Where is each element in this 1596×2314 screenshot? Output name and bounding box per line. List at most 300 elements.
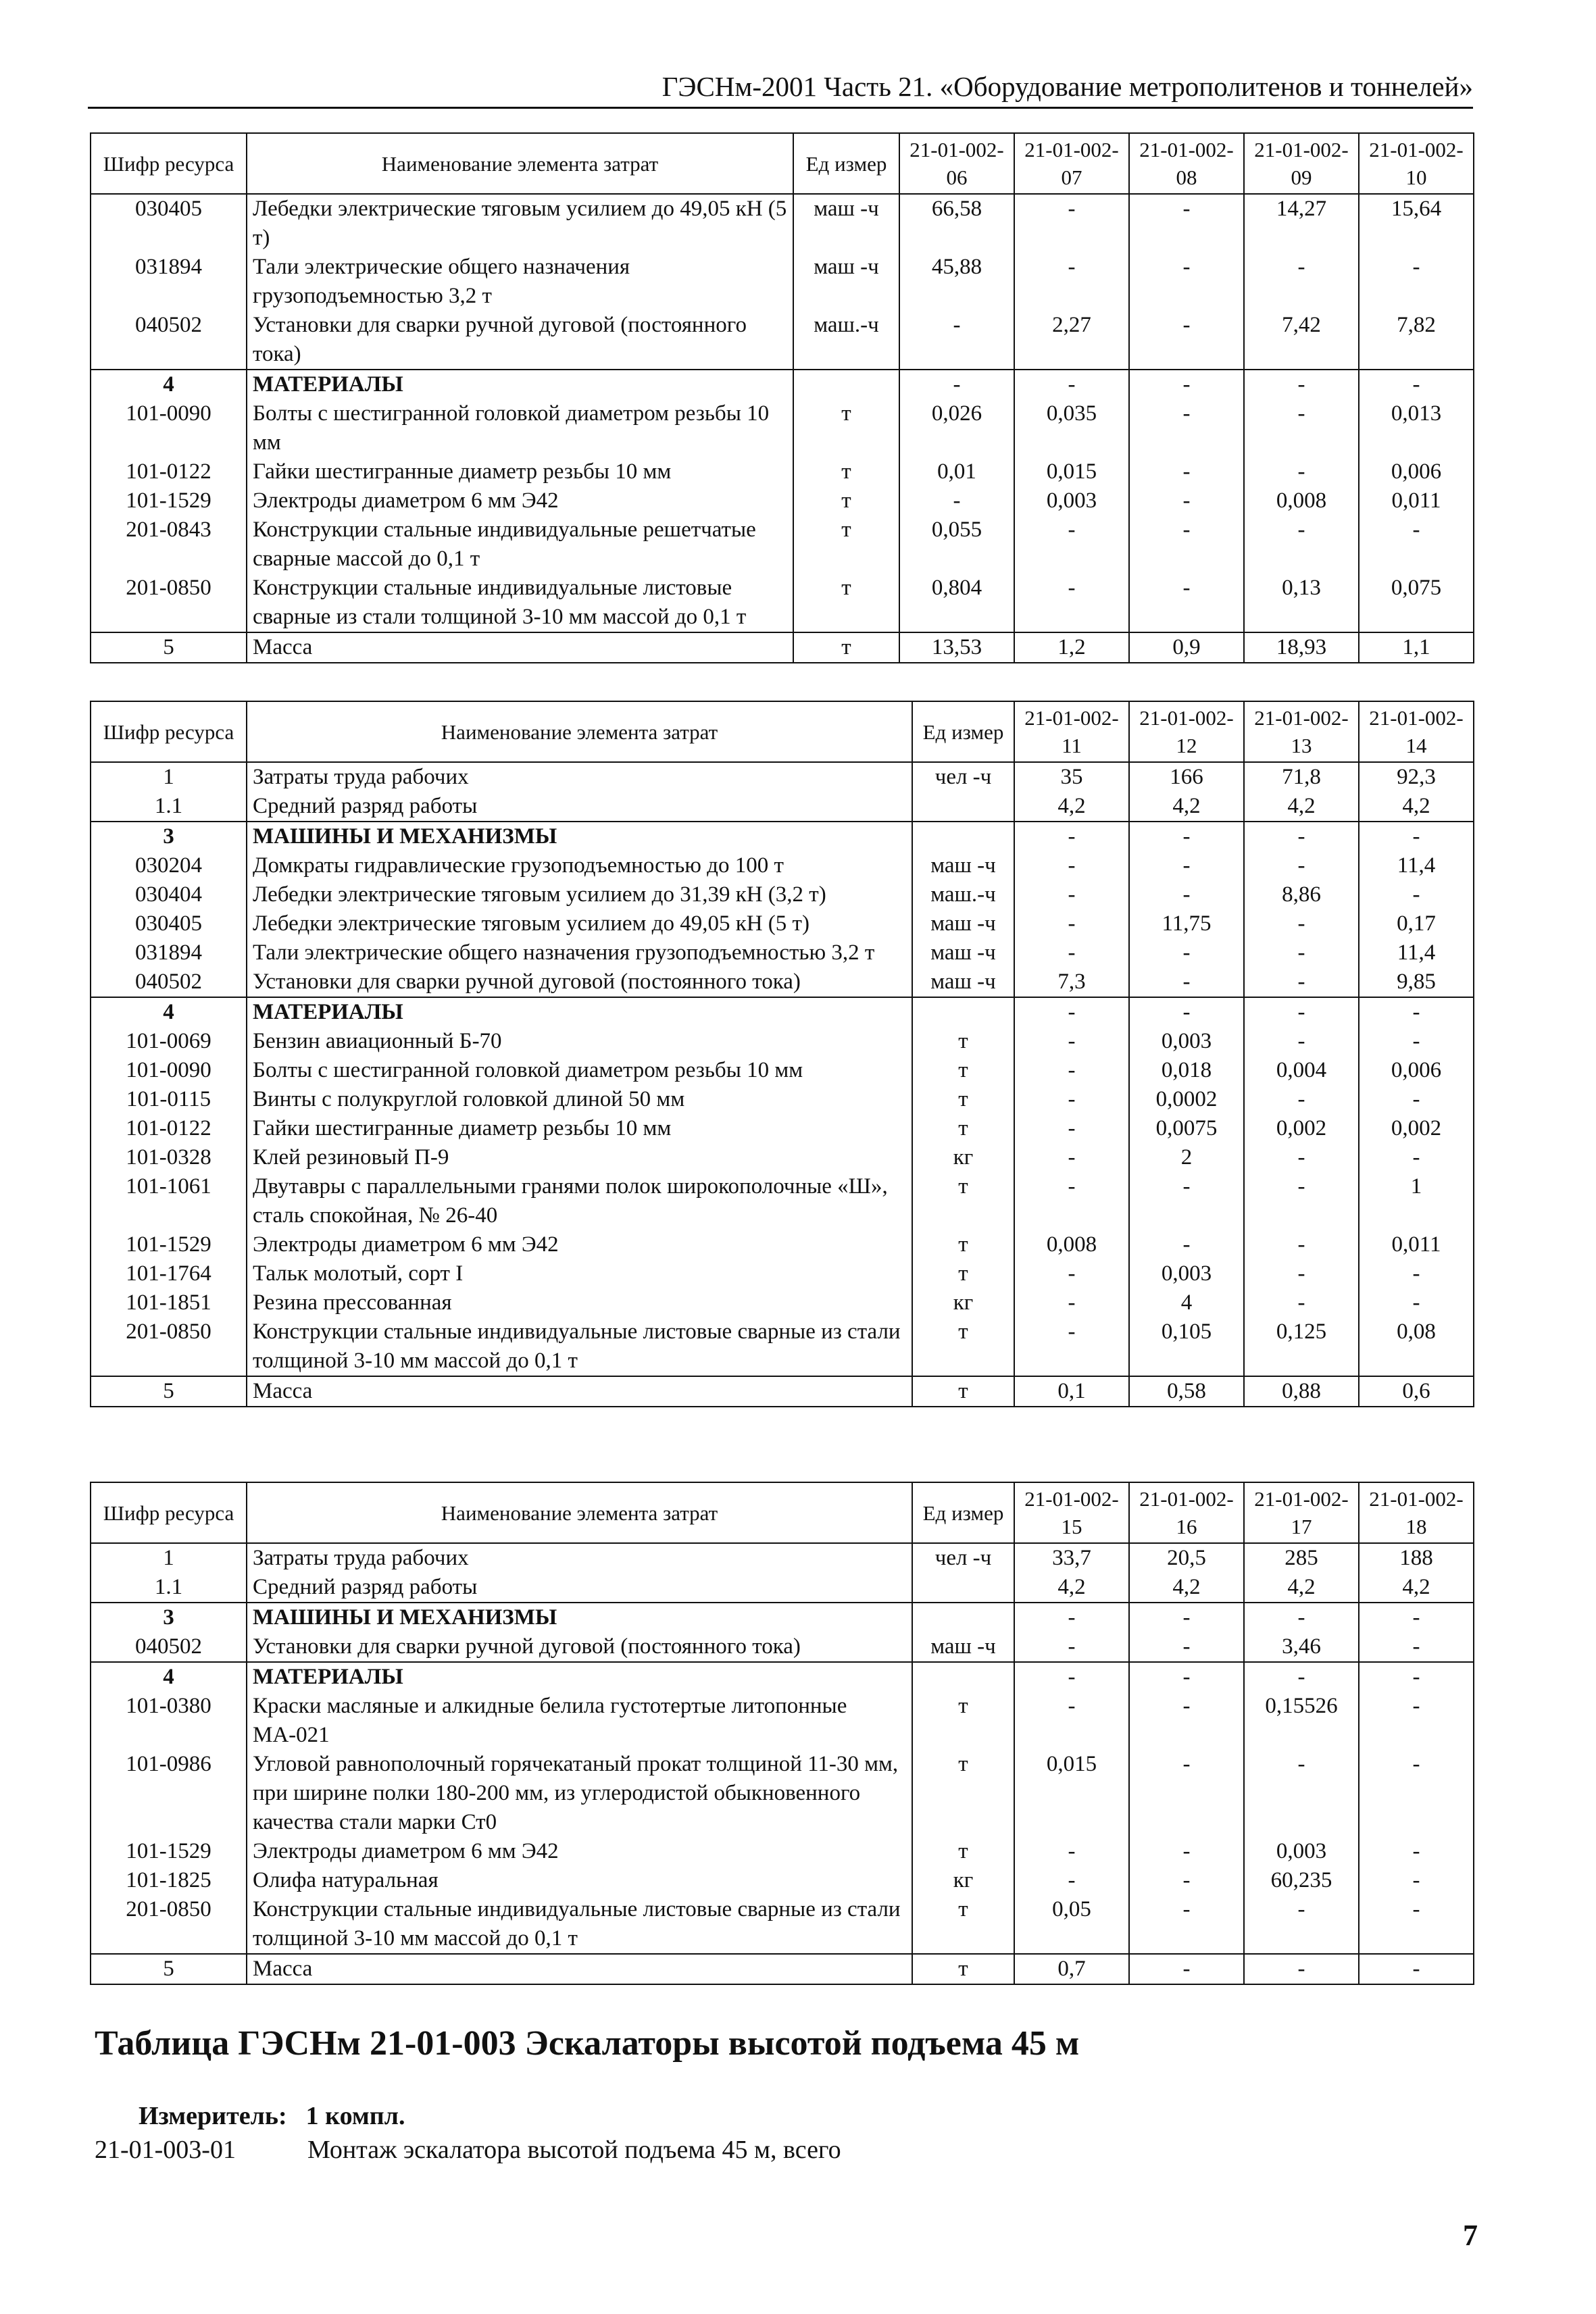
cell-unit: т [912, 1692, 1014, 1750]
cell-value: 1 [1359, 1172, 1474, 1230]
cell-unit: кг [912, 1288, 1014, 1317]
cell-value: 0,003 [1129, 1027, 1244, 1056]
cell-value: - [1129, 1662, 1244, 1692]
norm-code: 21-01-003-01 [95, 2136, 236, 2164]
header-norm-code: 21-01-002-17 [1244, 1482, 1359, 1543]
cell-value: - [1129, 822, 1244, 851]
cell-code: 101-0115 [91, 1085, 247, 1114]
header-code: Шифр ресурса [91, 133, 247, 194]
cell-unit: т [912, 1837, 1014, 1866]
cell-value: - [1359, 1288, 1474, 1317]
cell-name: Конструкции стальные индивидуальные решетчатые сварные массой до 0,1 т [247, 515, 793, 574]
cell-value: 0,011 [1359, 1230, 1474, 1259]
cell-name: Гайки шестигранные диаметр резьбы 10 мм [247, 457, 793, 486]
cell-code: 201-0850 [91, 1895, 247, 1954]
cell-name: Олифа натуральная [247, 1866, 912, 1895]
cell-value: - [1014, 851, 1129, 880]
cell-value: - [1014, 1259, 1129, 1288]
cell-name: Тали электрические общего назначения грузоподъемностью 3,2 т [247, 938, 912, 967]
cell-code: 4 [91, 997, 247, 1027]
cell-code: 101-0380 [91, 1692, 247, 1750]
cell-value: 1,2 [1014, 632, 1129, 663]
cell-unit: кг [912, 1866, 1014, 1895]
cell-unit: т [793, 515, 899, 574]
cell-value: - [1014, 574, 1129, 632]
cell-name: Установки для сварки ручной дуговой (постоянного тока) [247, 311, 793, 370]
cell-unit: маш.-ч [793, 311, 899, 370]
cell-name: Резина прессованная [247, 1288, 912, 1317]
cell-value: - [1359, 880, 1474, 909]
header-unit: Ед измер [912, 701, 1014, 762]
cell-value: 0,58 [1129, 1376, 1244, 1407]
cell-value: - [1129, 938, 1244, 967]
cell-name: МАТЕРИАЛЫ [247, 1662, 912, 1692]
cell-value: 7,82 [1359, 311, 1474, 370]
cell-value: - [1244, 851, 1359, 880]
cell-value: - [1129, 1632, 1244, 1662]
cell-value: - [1244, 1288, 1359, 1317]
cell-code: 101-0122 [91, 457, 247, 486]
cell-unit: т [912, 1259, 1014, 1288]
cell-value: - [1244, 1172, 1359, 1230]
cell-value: 0,008 [1244, 486, 1359, 515]
cell-value: - [1129, 1692, 1244, 1750]
header-norm-code: 21-01-002-12 [1129, 701, 1244, 762]
cell-value: 2,27 [1014, 311, 1129, 370]
cell-value: 35 [1014, 762, 1129, 792]
cell-code: 5 [91, 1376, 247, 1407]
page-number: 7 [1463, 2219, 1478, 2252]
cell-value: - [1014, 1085, 1129, 1114]
cell-name: Масса [247, 1376, 912, 1407]
cell-unit: т [793, 574, 899, 632]
cell-unit: т [912, 1376, 1014, 1407]
cell-unit [793, 370, 899, 399]
cell-code: 030405 [91, 909, 247, 938]
cell-unit: маш.-ч [912, 880, 1014, 909]
table-row [91, 1143, 1474, 1172]
cell-name: Конструкции стальные индивидуальные листовые сварные из стали толщиной 3-10 мм массой до 0,1 т [247, 1317, 912, 1376]
cell-code: 101-0069 [91, 1027, 247, 1056]
table-row [91, 1085, 1474, 1114]
cell-code: 040502 [91, 1632, 247, 1662]
cell-unit [912, 1662, 1014, 1692]
cell-unit: т [793, 632, 899, 663]
header-name: Наименование элемента затрат [247, 701, 912, 762]
cell-code: 030204 [91, 851, 247, 880]
cell-value: - [1359, 1603, 1474, 1632]
norm-line [95, 2135, 841, 2165]
cell-value: 0,035 [1014, 399, 1129, 457]
cell-name: Затраты труда рабочих [247, 762, 912, 792]
cell-unit: кг [912, 1143, 1014, 1172]
cell-value: - [1359, 1632, 1474, 1662]
cell-name: МАШИНЫ И МЕХАНИЗМЫ [247, 1603, 912, 1632]
cell-value: - [1014, 1114, 1129, 1143]
cell-code: 201-0843 [91, 515, 247, 574]
cell-unit: т [912, 1027, 1014, 1056]
cell-name: Двутавры с параллельными гранями полок широкополочные «Ш», сталь спокойная, № 26-40 [247, 1172, 912, 1230]
cell-value: 7,42 [1244, 311, 1359, 370]
cell-name: Винты с полукруглой головкой длиной 50 мм [247, 1085, 912, 1114]
cell-name: Средний разряд работы [247, 1573, 912, 1603]
cell-name: Болты с шестигранной головкой диаметром резьбы 10 мм [247, 1056, 912, 1085]
cell-value: - [1129, 1895, 1244, 1954]
cell-value: 0,003 [1014, 486, 1129, 515]
cell-unit: т [912, 1056, 1014, 1085]
cell-unit: т [912, 1114, 1014, 1143]
header-unit: Ед измер [793, 133, 899, 194]
table-row [91, 1750, 1474, 1837]
cell-name: Клей резиновый П-9 [247, 1143, 912, 1172]
cell-value: 11,75 [1129, 909, 1244, 938]
cell-name: Краски масляные и алкидные белила густотертые литопонные МА-021 [247, 1692, 912, 1750]
cell-value: 11,4 [1359, 938, 1474, 967]
cell-code: 3 [91, 822, 247, 851]
cell-value: - [1244, 1143, 1359, 1172]
cell-value: - [1244, 1750, 1359, 1837]
cell-value: - [1014, 1603, 1129, 1632]
table-row [91, 574, 1474, 632]
cell-unit: маш -ч [912, 967, 1014, 997]
cell-value: 0,125 [1244, 1317, 1359, 1376]
cell-unit: т [912, 1172, 1014, 1230]
cell-value: 14,27 [1244, 194, 1359, 253]
table-row [91, 311, 1474, 370]
cell-value: 0,01 [899, 457, 1014, 486]
cell-name: Домкраты гидравлические грузоподъемностью до 100 т [247, 851, 912, 880]
table-row [91, 880, 1474, 909]
table-row [91, 1056, 1474, 1085]
measure-value: 1 компл. [305, 2102, 405, 2130]
cell-code: 101-1825 [91, 1866, 247, 1895]
cell-value: 166 [1129, 762, 1244, 792]
resource-table-1 [90, 132, 1474, 663]
cell-value: 45,88 [899, 253, 1014, 311]
cell-value: - [1244, 822, 1359, 851]
cell-value: - [1244, 967, 1359, 997]
cell-value: 0,804 [899, 574, 1014, 632]
header-code: Шифр ресурса [91, 701, 247, 762]
cell-value: 0,003 [1244, 1837, 1359, 1866]
cell-name: Конструкции стальные индивидуальные листовые сварные из стали толщиной 3-10 мм массой до 0,1 т [247, 574, 793, 632]
table-row [91, 822, 1474, 851]
cell-code: 4 [91, 1662, 247, 1692]
cell-unit: маш -ч [912, 851, 1014, 880]
table-row [91, 399, 1474, 457]
cell-value: 0,003 [1129, 1259, 1244, 1288]
cell-value: 0,013 [1359, 399, 1474, 457]
cell-value: - [1359, 515, 1474, 574]
cell-value: - [1014, 880, 1129, 909]
table-row [91, 1543, 1474, 1573]
cell-name: Средний разряд работы [247, 792, 912, 822]
cell-code: 101-0328 [91, 1143, 247, 1172]
cell-value: - [1129, 370, 1244, 399]
measure-label: Измеритель: [139, 2102, 287, 2130]
cell-value: - [1244, 253, 1359, 311]
section-title: Таблица ГЭСНм 21-01-003 Эскалаторы высотой подъема 45 м [95, 2024, 1080, 2063]
table-row [91, 1027, 1474, 1056]
header-row [91, 1482, 1474, 1543]
cell-value: 4,2 [1359, 1573, 1474, 1603]
cell-value: - [899, 486, 1014, 515]
cell-name: Электроды диаметром 6 мм Э42 [247, 486, 793, 515]
cell-code: 031894 [91, 253, 247, 311]
cell-value: - [1129, 253, 1244, 311]
header-code: Шифр ресурса [91, 1482, 247, 1543]
cell-value: - [1129, 1954, 1244, 1984]
cell-code: 201-0850 [91, 574, 247, 632]
cell-value: - [1359, 997, 1474, 1027]
table-row [91, 1172, 1474, 1230]
cell-value: 4 [1129, 1288, 1244, 1317]
cell-value: 0,08 [1359, 1317, 1474, 1376]
cell-value: - [1014, 997, 1129, 1027]
cell-code: 201-0850 [91, 1317, 247, 1376]
cell-value: 2 [1129, 1143, 1244, 1172]
cell-code: 1 [91, 1543, 247, 1573]
cell-code: 4 [91, 370, 247, 399]
cell-unit: т [793, 457, 899, 486]
cell-value: 0,13 [1244, 574, 1359, 632]
table-row [91, 909, 1474, 938]
table-row [91, 1603, 1474, 1632]
cell-unit: маш -ч [793, 194, 899, 253]
cell-value: - [1129, 967, 1244, 997]
norm-text: Монтаж эскалатора высотой подъема 45 м, всего [307, 2136, 841, 2164]
cell-value: 0,004 [1244, 1056, 1359, 1085]
cell-value: - [1014, 194, 1129, 253]
measure-line [139, 2101, 424, 2131]
cell-name: Масса [247, 1954, 912, 1984]
cell-value: - [1129, 997, 1244, 1027]
cell-code: 1 [91, 762, 247, 792]
cell-value: - [1359, 1837, 1474, 1866]
cell-name: Гайки шестигранные диаметр резьбы 10 мм [247, 1114, 912, 1143]
table-row [91, 1866, 1474, 1895]
table-row [91, 370, 1474, 399]
header-norm-code: 21-01-002-11 [1014, 701, 1129, 762]
cell-value: - [1014, 1837, 1129, 1866]
cell-name: Лебедки электрические тяговым усилием до 49,05 кН (5 т) [247, 909, 912, 938]
table-row [91, 194, 1474, 253]
cell-value: - [899, 370, 1014, 399]
table-row [91, 457, 1474, 486]
header-norm-code: 21-01-002-15 [1014, 1482, 1129, 1543]
cell-value: 4,2 [1129, 1573, 1244, 1603]
cell-value: - [1244, 938, 1359, 967]
cell-name: Болты с шестигранной головкой диаметром резьбы 10 мм [247, 399, 793, 457]
cell-value: 0,006 [1359, 457, 1474, 486]
cell-code: 101-1529 [91, 1837, 247, 1866]
cell-name: Тали электрические общего назначения грузоподъемностью 3,2 т [247, 253, 793, 311]
resource-table-3 [90, 1482, 1474, 1985]
cell-value: 0,006 [1359, 1056, 1474, 1085]
cell-name: Масса [247, 632, 793, 663]
cell-value: - [1244, 1230, 1359, 1259]
cell-value: - [1244, 1603, 1359, 1632]
cell-value: 0,075 [1359, 574, 1474, 632]
cell-value: 0,002 [1359, 1114, 1474, 1143]
header-norm-code: 21-01-002-09 [1244, 133, 1359, 194]
cell-value: 71,8 [1244, 762, 1359, 792]
cell-value: - [1014, 1632, 1129, 1662]
header-name: Наименование элемента затрат [247, 1482, 912, 1543]
cell-value: - [1014, 938, 1129, 967]
cell-value: - [1359, 370, 1474, 399]
cell-code: 101-1764 [91, 1259, 247, 1288]
header-row [91, 133, 1474, 194]
cell-value: 1,1 [1359, 632, 1474, 663]
header-norm-code: 21-01-002-10 [1359, 133, 1474, 194]
cell-unit: т [912, 1895, 1014, 1954]
cell-code: 101-0986 [91, 1750, 247, 1837]
cell-name: Угловой равнополочный горячекатаный прокат толщиной 11-30 мм, при ширине полки 180-200 мм, из углеродистой обыкновенного качества стали марки Ст0 [247, 1750, 912, 1837]
cell-value: - [1129, 1837, 1244, 1866]
cell-value: - [1014, 1692, 1129, 1750]
cell-value: - [1129, 574, 1244, 632]
cell-value: - [1129, 1230, 1244, 1259]
cell-name: Электроды диаметром 6 мм Э42 [247, 1837, 912, 1866]
table-row [91, 1230, 1474, 1259]
table-row [91, 1837, 1474, 1866]
cell-code: 5 [91, 1954, 247, 1984]
cell-code: 030405 [91, 194, 247, 253]
cell-value: - [1359, 1866, 1474, 1895]
cell-code: 040502 [91, 311, 247, 370]
table-row [91, 632, 1474, 663]
table-row [91, 1259, 1474, 1288]
table-row [91, 1114, 1474, 1143]
cell-value: - [1014, 1027, 1129, 1056]
table-row [91, 1895, 1474, 1954]
cell-value: - [1129, 1750, 1244, 1837]
cell-value: - [1244, 1895, 1359, 1954]
cell-code: 5 [91, 632, 247, 663]
cell-value: 13,53 [899, 632, 1014, 663]
cell-unit: т [793, 399, 899, 457]
cell-value: - [1129, 486, 1244, 515]
cell-value: - [1359, 1259, 1474, 1288]
table-row [91, 997, 1474, 1027]
table-row [91, 1662, 1474, 1692]
cell-value: - [1014, 370, 1129, 399]
cell-value: - [1014, 1866, 1129, 1895]
table-row [91, 253, 1474, 311]
cell-value: 0,1 [1014, 1376, 1129, 1407]
cell-value: 0,0002 [1129, 1085, 1244, 1114]
cell-value: - [1244, 457, 1359, 486]
cell-unit: т [912, 1954, 1014, 1984]
cell-code: 101-0122 [91, 1114, 247, 1143]
table-row [91, 1376, 1474, 1407]
page-header: ГЭСНм-2001 Часть 21. «Оборудование метрополитенов и тоннелей» [88, 70, 1473, 109]
table-row [91, 762, 1474, 792]
cell-value: - [1129, 880, 1244, 909]
cell-name: Затраты труда рабочих [247, 1543, 912, 1573]
header-norm-code: 21-01-002-08 [1129, 133, 1244, 194]
cell-value: - [1359, 1692, 1474, 1750]
cell-value: 4,2 [1359, 792, 1474, 822]
cell-value: - [1244, 1259, 1359, 1288]
header-norm-code: 21-01-002-18 [1359, 1482, 1474, 1543]
cell-value: - [1129, 457, 1244, 486]
cell-value: - [1014, 515, 1129, 574]
cell-value: 20,5 [1129, 1543, 1244, 1573]
cell-unit: чел -ч [912, 762, 1014, 792]
table-row [91, 967, 1474, 997]
cell-unit: маш -ч [912, 938, 1014, 967]
cell-value: 0,17 [1359, 909, 1474, 938]
table-row [91, 792, 1474, 822]
cell-value: 4,2 [1129, 792, 1244, 822]
cell-code: 040502 [91, 967, 247, 997]
cell-value: - [1244, 515, 1359, 574]
cell-value: 9,85 [1359, 967, 1474, 997]
cell-unit [912, 792, 1014, 822]
cell-value: - [1244, 399, 1359, 457]
cell-code: 101-1529 [91, 486, 247, 515]
cell-value: - [1129, 311, 1244, 370]
cell-value: - [1129, 399, 1244, 457]
table-row [91, 1317, 1474, 1376]
cell-unit [912, 1573, 1014, 1603]
cell-code: 101-0090 [91, 399, 247, 457]
cell-value: 60,235 [1244, 1866, 1359, 1895]
cell-code: 1.1 [91, 792, 247, 822]
cell-unit [912, 997, 1014, 1027]
cell-value: 0,026 [899, 399, 1014, 457]
cell-unit: маш -ч [793, 253, 899, 311]
cell-value: - [1359, 1750, 1474, 1837]
cell-code: 101-0090 [91, 1056, 247, 1085]
cell-unit: т [793, 486, 899, 515]
cell-code: 1.1 [91, 1573, 247, 1603]
cell-value: - [1129, 1603, 1244, 1632]
cell-code: 101-1529 [91, 1230, 247, 1259]
cell-value: 4,2 [1014, 1573, 1129, 1603]
cell-value: 0,15526 [1244, 1692, 1359, 1750]
cell-value: - [1359, 1143, 1474, 1172]
cell-value: 0,7 [1014, 1954, 1129, 1984]
cell-code: 030404 [91, 880, 247, 909]
cell-name: МАТЕРИАЛЫ [247, 997, 912, 1027]
table-row [91, 1288, 1474, 1317]
cell-name: Электроды диаметром 6 мм Э42 [247, 1230, 912, 1259]
cell-value: - [1359, 253, 1474, 311]
cell-value: 3,46 [1244, 1632, 1359, 1662]
cell-value: 18,93 [1244, 632, 1359, 663]
header-norm-code: 21-01-002-06 [899, 133, 1014, 194]
header-unit: Ед измер [912, 1482, 1014, 1543]
cell-value: 7,3 [1014, 967, 1129, 997]
cell-unit: т [912, 1230, 1014, 1259]
cell-value: 0,015 [1014, 1750, 1129, 1837]
resource-table-2 [90, 701, 1474, 1407]
cell-value: - [1129, 1172, 1244, 1230]
cell-value: 66,58 [899, 194, 1014, 253]
table-row [91, 486, 1474, 515]
header-name: Наименование элемента затрат [247, 133, 793, 194]
header-norm-code: 21-01-002-14 [1359, 701, 1474, 762]
table-row [91, 851, 1474, 880]
table-row [91, 515, 1474, 574]
cell-value: 188 [1359, 1543, 1474, 1573]
cell-value: - [1014, 1288, 1129, 1317]
cell-value: 0,011 [1359, 486, 1474, 515]
cell-value: - [1129, 515, 1244, 574]
